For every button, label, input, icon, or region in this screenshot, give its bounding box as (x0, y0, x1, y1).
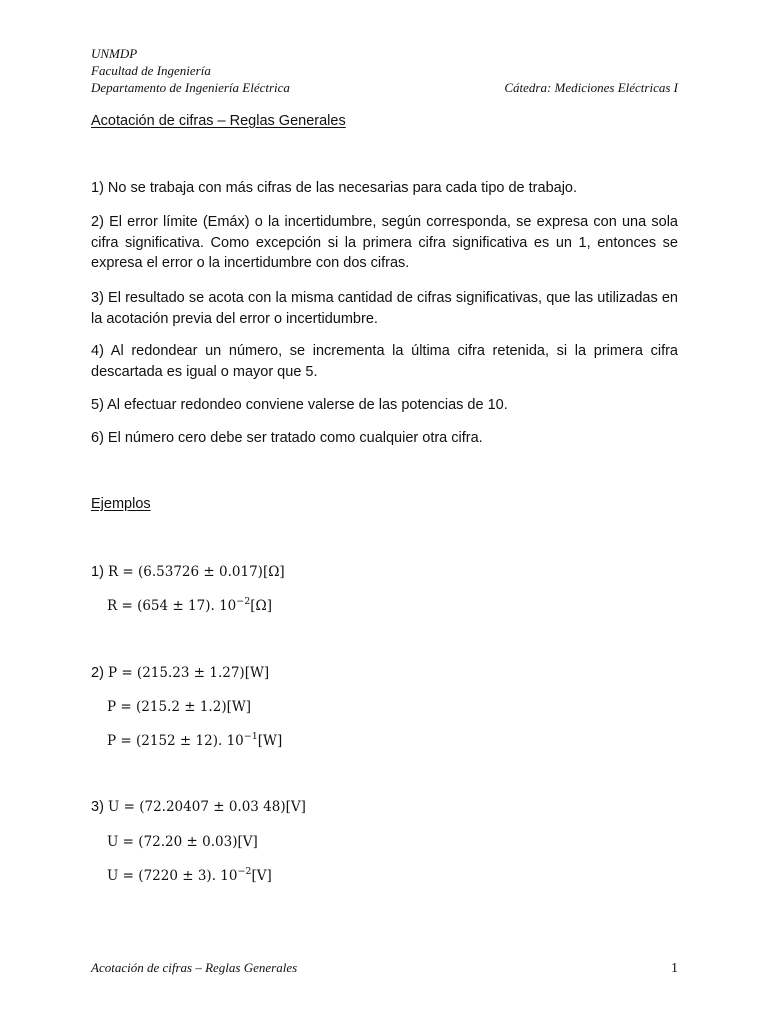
equation-unit: W (231, 699, 246, 715)
example-number: 2) (91, 665, 104, 681)
document-header (91, 45, 678, 96)
header-row (91, 79, 678, 96)
equation-lhs: U (107, 868, 119, 884)
page-number: 1 (671, 961, 678, 976)
equation-exponent: −1 (243, 730, 258, 742)
header-department: Departamento de Ingeniería Eléctrica (91, 80, 290, 95)
equation-error: 1.27 (209, 665, 240, 681)
equation-lhs: P (107, 733, 117, 749)
equation-lhs: P (107, 665, 118, 681)
example-equation: 2) P = (215.23 ± 1.27)[W] (91, 665, 270, 681)
equation-unit: V (256, 868, 267, 884)
examples-heading: Ejemplos (91, 496, 151, 512)
example-equation: 1) R = (6.53726 ± 0.017)[Ω] (91, 564, 285, 580)
example-equation: P = (215.2 ± 1.2)[W] (107, 699, 252, 715)
footer-title: Acotación de cifras – Reglas Generales (91, 960, 298, 975)
equation-value: 215.2 (141, 699, 180, 715)
equation-error: 1.2 (199, 699, 222, 715)
equation-lhs: U (107, 799, 120, 815)
example-equation: P = (2152 ± 12). $10^{-1}[W]$ (107, 730, 283, 749)
example-number: 3) (91, 799, 104, 815)
rule-item: 5) Al efectuar redondeo conviene valerse de las potencias de 10. (91, 397, 508, 413)
equation-value: 654 (142, 598, 169, 614)
equation-lhs: R (107, 598, 118, 614)
header-faculty: Facultad de Ingeniería (91, 63, 211, 78)
rule-item: 6) El número cero debe ser tratado como cualquier otra cifra. (91, 430, 483, 446)
equation-unit: W (249, 665, 264, 681)
equation-exponent: −2 (236, 595, 251, 607)
example-equation: 3) U = (72.20407 ± 0.03 48)[V] (91, 799, 306, 815)
equation-error: 0.03 48 (228, 799, 281, 815)
rule-item: 1) No se trabaja con más cifras de las necesarias para cada tipo de trabajo. (91, 180, 578, 196)
equation-lhs: R (107, 564, 119, 580)
rule-item: 2) El error límite (Emáx) o la incertidumbre, según corresponda, se expresa con una sola cifra significativa. Como excepción si la primera cifra significativa es un 1, entonces se expresa el error o la incertidumbre con dos cifras. (91, 214, 678, 271)
equation-unit: V (242, 834, 253, 850)
document-footer (91, 960, 678, 977)
page-title: Acotación de cifras – Reglas Generales (91, 113, 346, 129)
equation-value: 215.23 (142, 665, 190, 681)
equation-lhs: P (107, 699, 117, 715)
header-chair: Cátedra: Mediciones Eléctricas I (504, 80, 678, 95)
equation-error: 12 (195, 733, 213, 749)
rule-item: 4) Al redondear un número, se incrementa la última cifra retenida, si la primera cifra descartada es igual o mayor que 5. (91, 343, 678, 380)
equation-exponent: −2 (237, 865, 252, 877)
equation-value: 6.53726 (143, 564, 200, 580)
equation-error: 17 (188, 598, 206, 614)
equation-unit: Ω (268, 564, 280, 580)
equation-value: 2152 (141, 733, 176, 749)
example-equation: U = (72.20 ± 0.03)[V] (107, 834, 258, 850)
equation-unit: W (263, 733, 277, 749)
header-university: UNMDP (91, 46, 138, 61)
example-number: 1) (91, 564, 104, 580)
equation-unit: V (290, 799, 301, 815)
equation-value: 72.20407 (144, 799, 209, 815)
equation-unit: Ω (255, 598, 267, 614)
equation-value: 72.20 (143, 834, 183, 850)
example-equation: U = (7220 ± 3). $10^{-2}[V]$ (107, 865, 272, 884)
example-equation: R = (654 ± 17). $10^{-2}[\Omega]$ (107, 595, 273, 614)
equation-value: 7220 (143, 868, 178, 884)
rule-item: 3) El resultado se acota con la misma cantidad de cifras significativas, que las utilizadas en la acotación previa del error o incertidumbre. (91, 290, 678, 327)
equation-error: 0.03 (202, 834, 233, 850)
equation-lhs: U (107, 834, 119, 850)
equation-error: 0.017 (219, 564, 258, 580)
equation-error: 3 (197, 868, 207, 884)
